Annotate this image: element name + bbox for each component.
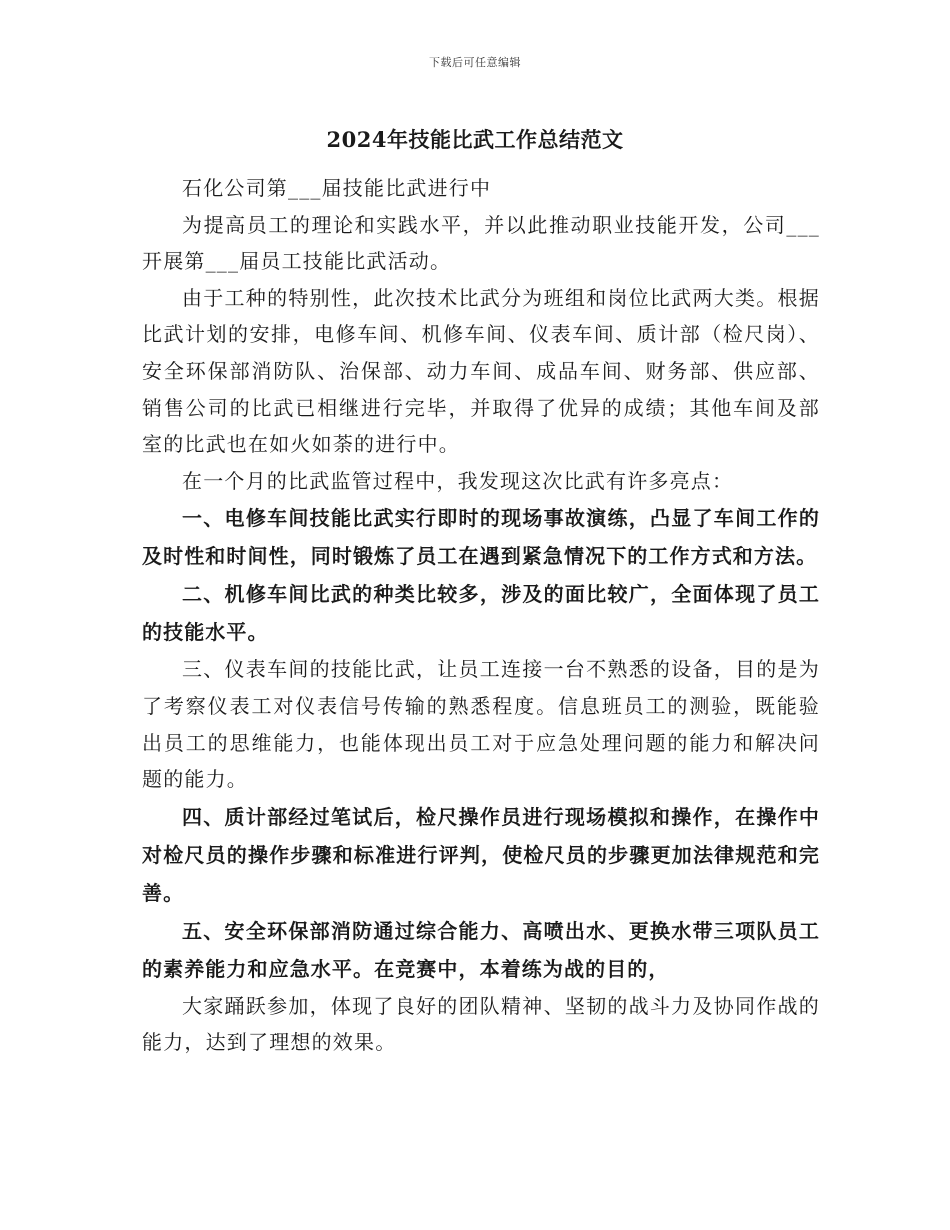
paragraph-intro: 石化公司第___届技能比武进行中 bbox=[182, 176, 492, 200]
paragraph-highlight-5: 五、安全环保部消防通过综合能力、高喷出水、更换水带三项队员工的素养能力和应急水平。在竞赛中，本着练为战的目的， bbox=[142, 918, 820, 981]
document-body bbox=[142, 170, 820, 1061]
paragraph-highlight-1: 一、电修车间技能比武实行即时的现场事故演练，凸显了车间工作的及时性和时间性，同时锻炼了员工在遇到紧急情况下的工作方式和方法。 bbox=[142, 506, 820, 569]
paragraph-highlight-4: 四、质计部经过笔试后，检尺操作员进行现场模拟和操作，在操作中对检尺员的操作步骤和标准进行评判，使检尺员的步骤更加法律规范和完善。 bbox=[142, 804, 820, 905]
paragraph-overview: 由于工种的特别性，此次技术比武分为班组和岗位比武两大类。根据比武计划的安排，电修车间、机修车间、仪表车间、质计部（检尺岗）、安全环保部消防队、治保部、动力车间、成品车间、财务部、供应部、销售公司的比武已相继进行完毕，并取得了优异的成绩；其他车间及部室的比武也在如火如荼的进行中。 bbox=[142, 285, 820, 457]
header-note: 下载后可任意编辑 bbox=[429, 56, 521, 69]
paragraph-purpose: 为提高员工的理论和实践水平，并以此推动职业技能开发，公司___开展第___届员工技能比武活动。 bbox=[142, 212, 820, 274]
paragraph-highlights-intro: 在一个月的比武监管过程中，我发现这次比武有许多亮点： bbox=[182, 468, 734, 493]
document-title: 2024年技能比武工作总结范文 bbox=[326, 127, 624, 152]
paragraph-highlight-3: 三、仪表车间的技能比武，让员工连接一台不熟悉的设备，目的是为了考察仪表工对仪表信号传输的熟悉程度。信息班员工的测验，既能验出员工的思维能力，也能体现出员工对于应急处理问题的能力和解决问题的能力。 bbox=[142, 657, 820, 792]
paragraph-conclusion: 大家踊跃参加，体现了良好的团队精神、坚韧的战斗力及协同作战的能力，达到了理想的效果。 bbox=[142, 993, 820, 1055]
paragraph-highlight-2: 二、机修车间比武的种类比较多，涉及的面比较广，全面体现了员工的技能水平。 bbox=[142, 582, 820, 645]
